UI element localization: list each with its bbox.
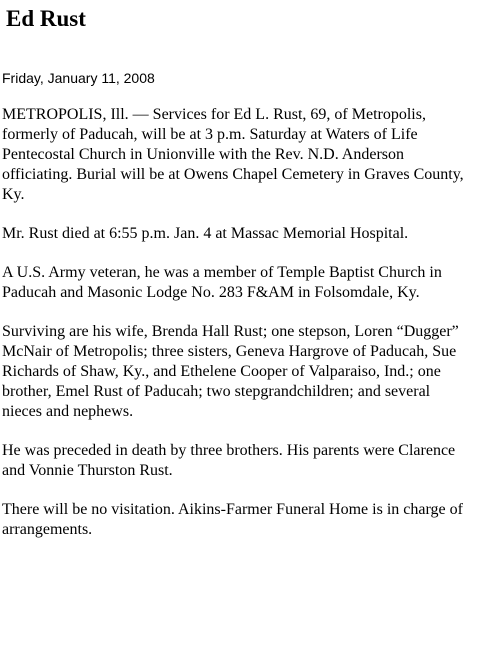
article-paragraph-survivors: Surviving are his wife, Brenda Hall Rust; one stepson, Loren “Dugger” McNair of Metropolis; three sisters, Geneva Hargrove of Paducah, Sue Richards of Shaw, Ky., and Ethelene Cooper of Valparaiso, Ind.; one brother, Emel Rust of Paducah; two stepgrandchildren; and several nieces and nephews. (2, 323, 459, 420)
article-paragraph-services: METROPOLIS, Ill. — Services for Ed L. Rust, 69, of Metropolis, formerly of Paducah, will be at 3 p.m. Saturday at Waters of Life Pentecostal Church in Unionville with the Rev. N.D. Anderson officiating. Burial will be at Owens Chapel Cemetery in Graves County, Ky. (2, 106, 464, 203)
article-title: Ed Rust (6, 6, 86, 31)
article-paragraph-arrangements: There will be no visitation. Aikins-Farmer Funeral Home is in charge of arrangements. (2, 501, 463, 538)
article-date: Friday, January 11, 2008 (2, 70, 155, 86)
article-paragraph-preceded: He was preceded in death by three brothers. His parents were Clarence and Vonnie Thurston Rust. (2, 442, 456, 479)
article-paragraph-veteran: A U.S. Army veteran, he was a member of Temple Baptist Church in Paducah and Masonic Lodge No. 283 F&AM in Folsomdale, Ky. (2, 264, 442, 301)
article-paragraph-death: Mr. Rust died at 6:55 p.m. Jan. 4 at Massac Memorial Hospital. (2, 225, 409, 242)
